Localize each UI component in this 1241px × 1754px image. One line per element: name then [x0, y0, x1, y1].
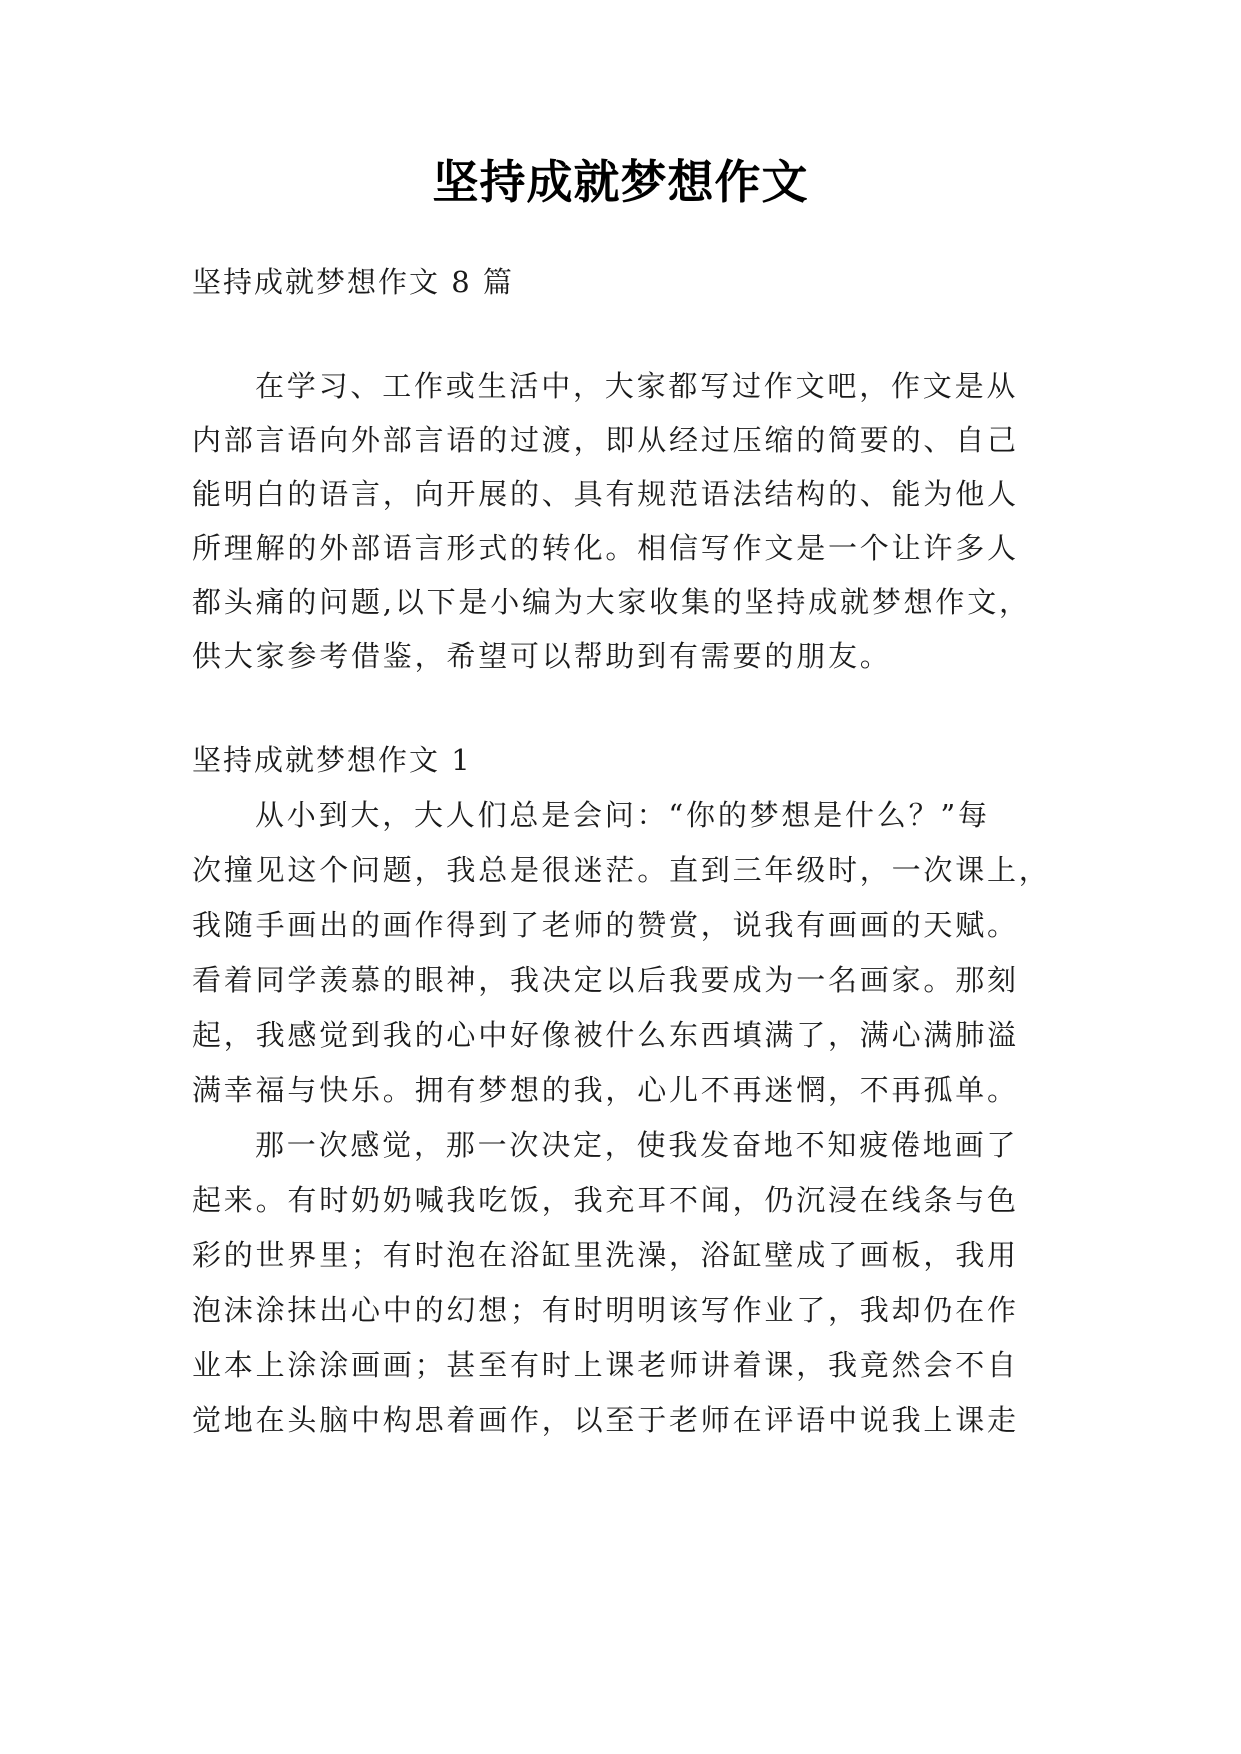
essay-line: 起，我感觉到我的心中好像被什么东西填满了，满心满肺溢: [192, 1018, 1019, 1052]
essay-line: 看着同学羡慕的眼神，我决定以后我要成为一名画家。那刻: [192, 963, 1019, 997]
essay-line: 那一次感觉，那一次决定，使我发奋地不知疲倦地画了: [255, 1128, 1019, 1162]
intro-line: 供大家参考借鉴，希望可以帮助到有需要的朋友。: [192, 639, 892, 673]
essay-line: 泡沫涂抹出心中的幻想；有时明明该写作业了，我却仍在作: [192, 1293, 1019, 1327]
essay-line: 起来。有时奶奶喊我吃饭，我充耳不闻，仍沉浸在线条与色: [192, 1183, 1019, 1217]
intro-line: 能明白的语言，向开展的、具有规范语法结构的、能为他人: [192, 477, 1019, 511]
intro-line: 所理解的外部语言形式的转化。相信写作文是一个让许多人: [192, 531, 1019, 565]
essay-heading: 坚持成就梦想作文 1: [192, 743, 472, 777]
essay-line: 业本上涂涂画画；甚至有时上课老师讲着课，我竟然会不自: [192, 1348, 1019, 1382]
intro-line: 在学习、工作或生活中，大家都写过作文吧，作文是从: [255, 369, 1019, 403]
intro-line: 内部言语向外部言语的过渡，即从经过压缩的简要的、自己: [192, 423, 1019, 457]
document-title: 坚持成就梦想作文: [432, 155, 809, 209]
essay-line: 觉地在头脑中构思着画作，以至于老师在评语中说我上课走: [192, 1403, 1019, 1437]
essay-line: 满幸福与快乐。拥有梦想的我，心儿不再迷惘，不再孤单。: [192, 1073, 1019, 1107]
essay-line: 我随手画出的画作得到了老师的赞赏，说我有画画的天赋。: [192, 908, 1019, 942]
essay-line: 从小到大，大人们总是会问：“你的梦想是什么？”每: [255, 798, 990, 832]
intro-line: 都头痛的问题,以下是小编为大家收集的坚持成就梦想作文，: [192, 585, 1031, 619]
document-subtitle: 坚持成就梦想作文 8 篇: [192, 265, 514, 299]
essay-line: 彩的世界里；有时泡在浴缸里洗澡，浴缸壁成了画板，我用: [192, 1238, 1019, 1272]
essay-line: 次撞见这个问题，我总是很迷茫。直到三年级时，一次课上，: [192, 853, 1051, 887]
